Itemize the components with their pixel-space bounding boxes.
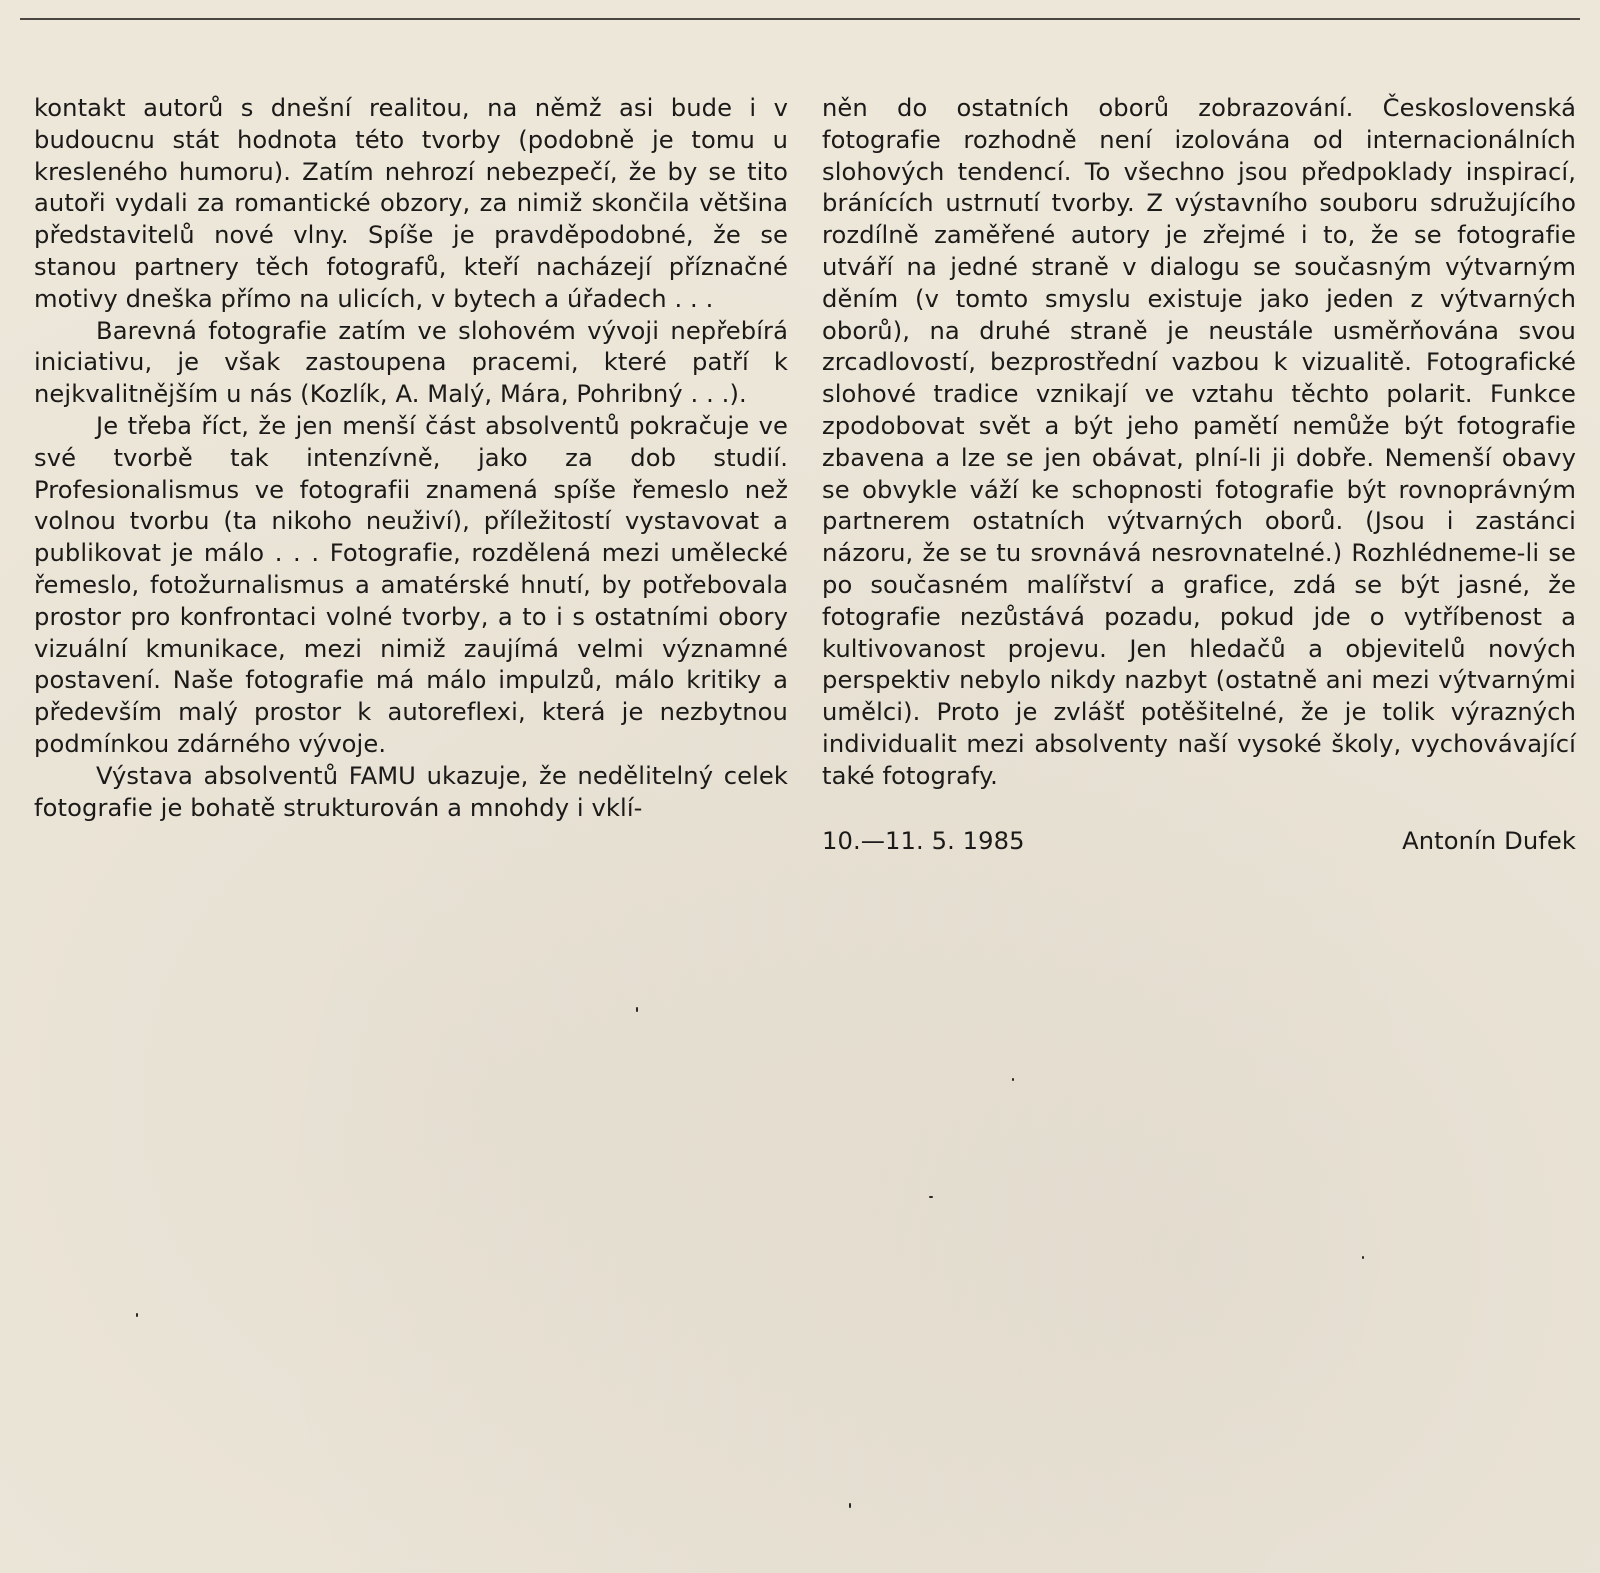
paragraph: Je třeba říct, že jen menší část absolventů pokračuje ve své tvorbě tak intenzívně, jako za dob studií. Profesionalismus ve fotografii znamená spíše řemeslo než volnou tvorbu (ta nikoho neuživí), příležitostí vystavovat a publikovat je málo . . . Fotografie, rozdělená mezi umělecké řemeslo, fotožurnalismus a amatérské hnutí, by potřebovala prostor pro konfrontaci volné tvorby, a to i s ostatními obory vizuální kmunikace, mezi nimiž zaujímá velmi významné postavení. Naše fotografie má málo impulzů, málo kritiky a především malý prostor k autoreflexi, která je nezbytnou podmínkou zdárného vývoje. [34, 411, 788, 758]
print-speck [1362, 1256, 1364, 1259]
paragraph: něn do ostatních oborů zobrazování. Československá fotografie rozhodně není izolována od internacionálních slohových tendencí. To všechno jsou předpoklady inspirací, bránících ustrnutí tvorby. Z výstavního souboru sdružujícího rozdílně zaměřené autory je zřejmé i to, že se fotografie utváří na jedné straně v dialogu se současným výtvarným děním (v tomto smyslu existuje jako jeden z výtvarných oborů), na druhé straně je neustále usměrňována svou zrcadlovostí, bezprostřední vazbou k vizualitě. Fotografické slohové tradice vznikají ve vztahu těchto polarit. Funkce zpodobovat svět a být jeho pamětí nemůže být fotografie zbavena a lze se jen obávat, plní-li ji dobře. Nemenší obavy se obvykle váží ke schopnosti fotografie být rovnoprávným partnerem ostatních výtvarných oborů. (Jsou i zastánci názoru, že se tu srovnává nesrovnatelné.) Rozhlédneme-li se po současném malířství a grafice, zdá se být jasné, že fotografie nezůstává pozadu, pokud jde o vytříbenost a kultivovanost projevu. Jen hledačů a objevitelů nových perspektiv nebylo nikdy nazbyt (ostatně ani mezi výtvarnými umělci). Proto je zvlášť potěšitelné, že je tolik výrazných individualit mezi absolventy naší vysoké školy, vychovávající také fotografy. [822, 94, 1576, 790]
left-column [34, 93, 788, 824]
print-speck [849, 1503, 851, 1508]
author-name: Antonín Dufek [1402, 826, 1576, 855]
signature-line [822, 826, 1576, 858]
paragraph: Barevná fotografie zatím ve slohovém vývoji nepřebírá iniciativu, je však zastoupena pracemi, které patří k nejkvalitnějším u nás (Kozlík, A. Malý, Mára, Pohribný . . .). [34, 316, 788, 409]
print-speck [636, 1007, 638, 1012]
paragraph: Výstava absolventů FAMU ukazuje, že nedělitelný celek fotografie je bohatě strukturován a mnohdy i vklí- [34, 761, 788, 822]
date: 10.—11. 5. 1985 [822, 826, 1025, 855]
paragraph: kontakt autorů s dnešní realitou, na němž asi bude i v budoucnu stát hodnota této tvorby (podobně je tomu u kresleného humoru). Zatím nehrozí nebezpečí, že by se tito autoři vydali za romantické obzory, za nimiž skončila většina představitelů nové vlny. Spíše je pravděpodobné, že se stanou partnery těch fotografů, kteří nacházejí příznačné motivy dneška přímo na ulicích, v bytech a úřadech . . . [34, 94, 788, 313]
print-speck [929, 1196, 933, 1198]
top-rule-divider [20, 18, 1580, 20]
print-speck [1012, 1078, 1014, 1081]
right-column [822, 93, 1576, 857]
print-speck [136, 1313, 138, 1317]
